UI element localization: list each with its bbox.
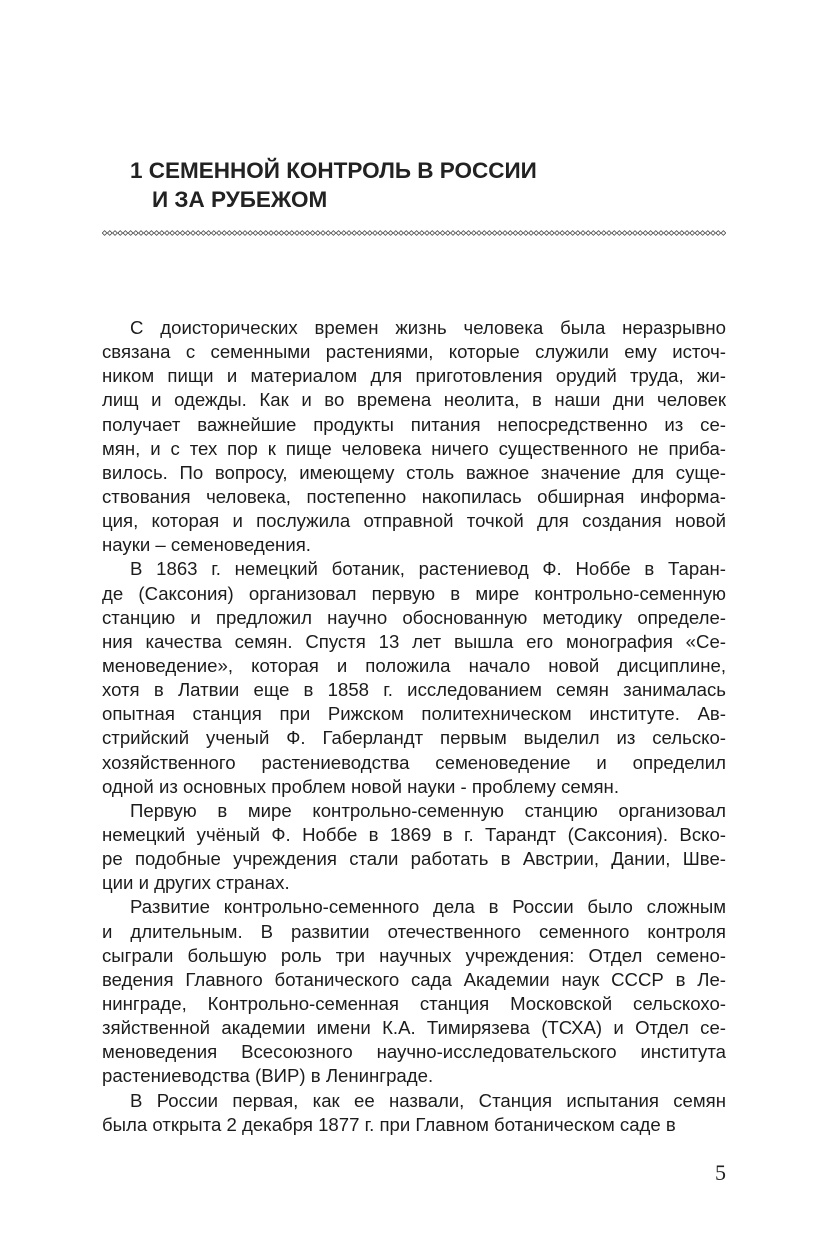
- text-line: ция, которая и послужила отправной точкой для создания новой: [102, 510, 726, 532]
- text-line: была открыта 2 декабря 1877 г. при Главном ботаническом саде в: [102, 1113, 676, 1135]
- ornamental-divider: [102, 226, 726, 240]
- paragraph: [102, 316, 726, 557]
- page-number: 5: [715, 1160, 726, 1185]
- text-line: В России первая, как ее назвали, Станция испытания семян: [130, 1089, 726, 1111]
- text-line: одной из основных проблем новой науки - проблему семян.: [102, 775, 619, 797]
- text-line: получает важнейшие продукты питания непосредственно из се-: [102, 413, 726, 435]
- text-line: меноведения Всесоюзного научно-исследовательского института: [102, 1041, 726, 1063]
- text-line: ре подобные учреждения стали работать в Австрии, Дании, Шве-: [102, 848, 726, 870]
- text-line: мян, и с тех пор к пище человека ничего существенного не приба-: [102, 437, 726, 459]
- text-line: Первую в мире контрольно-семенную станцию организовал: [130, 799, 726, 821]
- paragraph: [102, 799, 726, 896]
- text-line: растениеводства (ВИР) в Ленинграде.: [102, 1065, 434, 1087]
- text-line: и длительным. В развитии отечественного семенного контроля: [102, 920, 726, 942]
- text-line: ником пищи и материалом для приготовления орудий труда, жи-: [102, 365, 726, 387]
- text-line: лищ и одежды. Как и во времена неолита, в наши дни человек: [102, 389, 726, 411]
- text-line: С доисторических времен жизнь человека была неразрывно: [130, 317, 726, 338]
- paragraph: [102, 1089, 726, 1137]
- text-line: Развитие контрольно-семенного дела в России было сложным: [130, 896, 726, 918]
- text-line: ствования человека, постепенно накопилась обширная информа-: [102, 485, 726, 507]
- text-line: меноведение», которая и положила начало новой дисциплине,: [102, 654, 726, 676]
- text-line: де (Саксония) организовал первую в мире контрольно-семенную: [102, 582, 726, 604]
- text-line: связана с семенными растениями, которые служили ему источ-: [102, 341, 726, 363]
- paragraph: [102, 557, 726, 798]
- paragraph: [102, 895, 726, 1088]
- text-line: ведения Главного ботанического сада Академии наук СССР в Ле-: [102, 968, 726, 990]
- body-text: [102, 316, 726, 1137]
- text-line: науки – семеноведения.: [102, 534, 311, 556]
- chapter-heading-line-2: И ЗА РУБЕЖОМ: [152, 187, 328, 212]
- text-line: В 1863 г. немецкий ботаник, растениевод Ф. Ноббе в Таран-: [130, 558, 726, 580]
- chapter-heading: [130, 156, 730, 214]
- text-line: хозяйственного растениеводства семеноведение и определил: [102, 751, 726, 773]
- text-line: опытная станция при Рижском политехническом институте. Ав-: [102, 703, 726, 725]
- chapter-heading-line-1: 1 СЕМЕННОЙ КОНТРОЛЬ В РОССИИ: [130, 158, 537, 183]
- text-line: нинграде, Контрольно-семенная станция Московской сельскохо-: [102, 992, 726, 1014]
- text-line: вилось. По вопросу, имеющему столь важное значение для суще-: [102, 461, 726, 483]
- text-line: ции и других странах.: [102, 872, 290, 894]
- text-line: зяйственной академии имени К.А. Тимирязева (ТСХА) и Отдел се-: [102, 1017, 726, 1039]
- text-line: сыграли большую роль три научных учреждения: Отдел семено-: [102, 944, 726, 966]
- text-line: ния качества семян. Спустя 13 лет вышла его монография «Се-: [102, 630, 726, 652]
- text-line: немецкий учёный Ф. Ноббе в 1869 в г. Тарандт (Саксония). Вско-: [102, 823, 726, 845]
- text-line: хотя в Латвии еще в 1858 г. исследованием семян занималась: [102, 679, 726, 701]
- text-line: стрийский ученый Ф. Габерландт первым выделил из сельско-: [102, 727, 726, 749]
- text-line: станцию и предложил научно обоснованную методику определе-: [102, 606, 726, 628]
